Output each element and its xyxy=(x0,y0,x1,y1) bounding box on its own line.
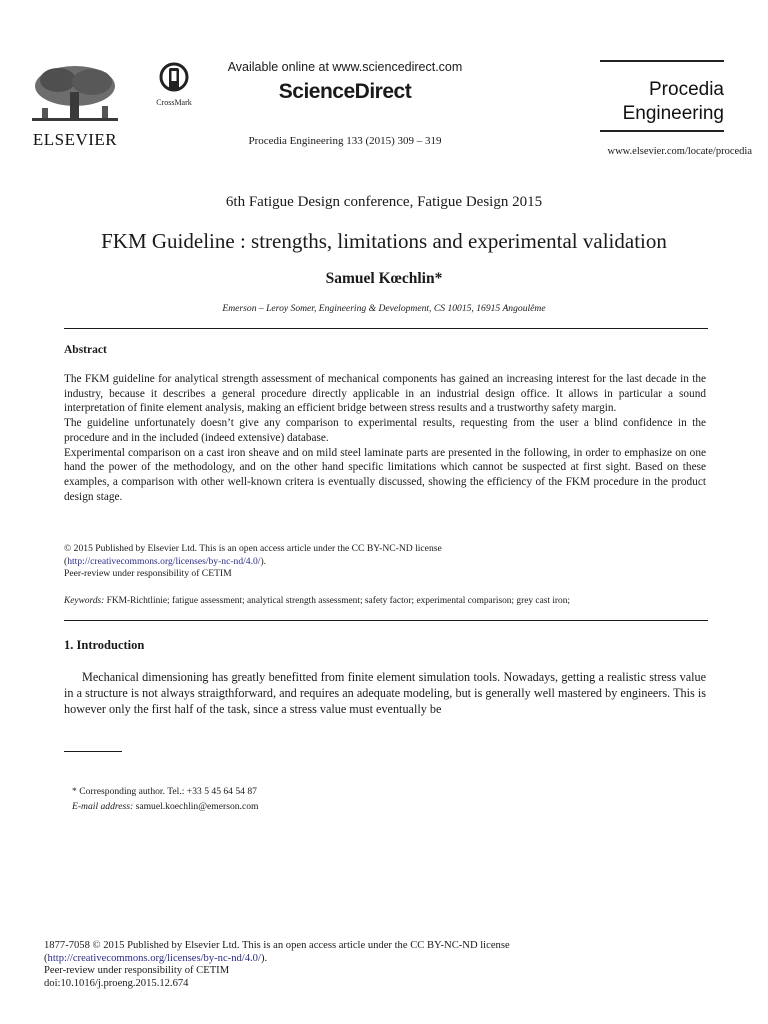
footer-link-line: (http://creativecommons.org/licenses/by-nc-nd/4.0/). xyxy=(44,952,268,964)
journal-title-box xyxy=(600,60,724,132)
elsevier-wordmark: ELSEVIER xyxy=(32,130,118,149)
issn-license-line: 1877-7058 © 2015 Published by Elsevier Ltd. This is an open access article under the CC BY-NC-ND license xyxy=(44,940,510,951)
license-link[interactable]: http://creativecommons.org/licenses/by-nc-nd/4.0/ xyxy=(67,555,261,567)
keywords-line xyxy=(64,596,724,606)
footnote-divider xyxy=(64,751,122,752)
page-footer xyxy=(44,940,644,990)
divider xyxy=(64,620,708,621)
crossmark-label: CrossMark xyxy=(156,98,192,107)
section-heading: 1. Introduction xyxy=(64,638,145,652)
license-link-line: (http://creativecommons.org/licenses/by-nc-nd/4.0/). xyxy=(64,555,267,567)
conference-name: 6th Fatigue Design conference, Fatigue Design 2015 xyxy=(225,194,543,210)
sciencedirect-logo: ScienceDirect xyxy=(278,80,412,103)
keywords-label: Keywords: xyxy=(64,596,105,606)
crossmark-badge[interactable] xyxy=(150,62,198,112)
divider xyxy=(64,328,708,329)
abstract-paragraph: Experimental comparison on a cast iron sheave and on mild steel laminate parts are presented in the following, in order to emphasize on one hand the power of the methodology, and on the other hand specific limitations which cannot be suspected at first sight. Based on these examples, a comparison with other well-known critera is eventually discussed, showing the efficiency of the FKM procedure in the product design stage. xyxy=(64,446,706,503)
footnote xyxy=(72,784,572,814)
author-affiliation: Emerson – Leroy Somer, Engineering & Development, CS 10015, 16915 Angoulême xyxy=(222,303,546,314)
email-address[interactable]: samuel.koechlin@emerson.com xyxy=(133,801,259,812)
email-label: E-mail address: xyxy=(72,801,134,812)
available-online-text: Available online at www.sciencedirect.com xyxy=(227,60,463,74)
author-name: Samuel Kœchlin* xyxy=(325,270,443,287)
paper-title: FKM Guideline : strengths, limitations and experimental validation xyxy=(101,229,667,253)
abstract-paragraph: The guideline unfortunately doesn’t give any comparison to experimental results, requesting from the user a blind confidence in the procedure and in the included (indeed extensive) database. xyxy=(64,417,706,444)
keywords-text: FKM-Richtlinie; fatigue assessment; analytical strength assessment; safety factor; experimental comparison; grey cast iron; xyxy=(104,596,571,606)
section-body: Mechanical dimensioning has greatly benefitted from finite element simulation tools. Nowadays, getting a realistic stress value in a structure is not always straigthforward, and requires an adequate modeling, but is generally well mastered by engineers. This is however only the first half of the task, since a stress value must eventually be xyxy=(64,670,706,716)
journal-url[interactable]: www.elsevier.com/locate/procedia xyxy=(607,146,752,157)
corresponding-author: * Corresponding author. Tel.: +33 5 45 64 54 87 xyxy=(72,786,257,797)
abstract-body xyxy=(64,372,706,504)
journal-title-line1: Procedia xyxy=(649,79,724,100)
journal-citation: Procedia Engineering 133 (2015) 309 – 319 xyxy=(248,135,442,147)
doi[interactable]: doi:10.1016/j.proeng.2015.12.674 xyxy=(44,977,189,989)
license-line: © 2015 Published by Elsevier Ltd. This is an open access article under the CC BY-NC-ND license xyxy=(64,543,442,554)
abstract-paragraph: The FKM guideline for analytical strength assessment of mechanical components has gained an increasing interest for the last decade in the industry, because it describes a general procedure directly applicable in an industrial design office. It allows in particular a sound interpretation of finite element analysis, making an efficient bridge between stress results and a trustworthy safety margin. xyxy=(64,373,706,415)
peer-review-line: Peer-review under responsibility of CETIM xyxy=(64,568,232,579)
crossmark-icon xyxy=(159,62,189,96)
footer-peer-review: Peer-review under responsibility of CETIM xyxy=(44,965,230,977)
license-statement xyxy=(64,543,704,581)
abstract-heading: Abstract xyxy=(64,344,107,356)
journal-title-line2: Engineering xyxy=(622,103,724,124)
footer-license-link[interactable]: http://creativecommons.org/licenses/by-nc-nd/4.0/ xyxy=(47,952,261,964)
email-line xyxy=(72,799,572,814)
